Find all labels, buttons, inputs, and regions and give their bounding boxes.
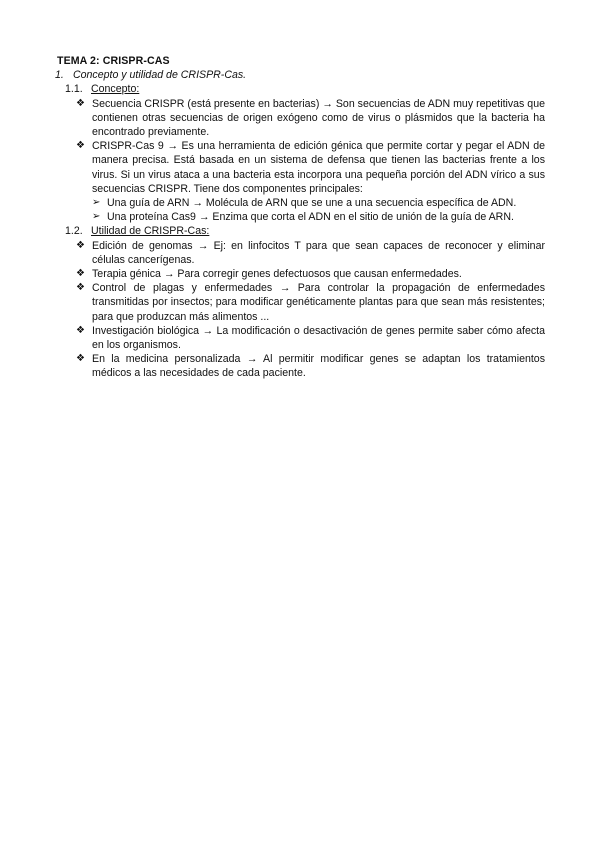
- diamond-bullet-icon: ❖: [76, 97, 85, 109]
- list-item-body: [92, 281, 545, 324]
- document-content: [55, 54, 545, 381]
- subsection-heading-utilidad: [65, 224, 545, 238]
- subsection-number: 1.1.: [65, 83, 83, 96]
- list-item: [76, 281, 545, 324]
- arrowhead-bullet-icon: ➢: [92, 197, 101, 209]
- list-item-text: Terapia génica → Para corregir genes defectuosos que causan enfermedades.: [92, 268, 462, 281]
- diamond-bullet-icon: ❖: [76, 324, 85, 336]
- document-title: TEMA 2: CRISPR-CAS: [57, 55, 170, 67]
- utilidad-list: [55, 239, 545, 381]
- list-item-text: CRISPR-Cas 9 → Es una herramienta de edición génica que permite cortar y pegar el ADN de manera precisa. Está basada en un sistema de defensa que tienen las bacterias frente a los virus. Si un virus ataca a una bacteria esta incorpora una pequeña porción del ADN vírico a sus secuencias CRISPR. Tiene dos componentes principales:: [92, 140, 545, 195]
- list-item: [76, 267, 545, 281]
- list-item: [76, 139, 545, 224]
- subsection-title: Concepto:: [91, 83, 140, 96]
- list-item-body: [92, 97, 545, 140]
- list-item-body: [92, 352, 545, 380]
- sub-list-item: [92, 210, 545, 224]
- subsection-title: Utilidad de CRISPR-Cas:: [91, 225, 210, 238]
- list-item: [76, 239, 545, 267]
- diamond-bullet-icon: ❖: [76, 239, 85, 251]
- section-title: Concepto y utilidad de CRISPR-Cas.: [73, 69, 247, 82]
- list-item-text: Investigación biológica → La modificación o desactivación de genes permite saber cómo afecta en los organismos.: [92, 324, 545, 352]
- sub-list-item: [92, 196, 545, 210]
- list-item-body: [92, 267, 545, 281]
- sub-list-item-text: Una proteína Cas9 → Enzima que corta el ADN en el sitio de unión de la guía de ARN.: [107, 211, 514, 224]
- diamond-bullet-icon: ❖: [76, 282, 85, 294]
- subsection-number: 1.2.: [65, 225, 83, 238]
- section-heading: [55, 68, 545, 82]
- list-item-body: [92, 239, 545, 267]
- list-item-text: Control de plagas y enfermedades → Para controlar la propagación de enfermedades transmitidas por insectos; para modificar genéticamente plantas para que sean más resistentes; para que produzcan más alimentos ...: [92, 282, 545, 323]
- list-item-text: En la medicina personalizada → Al permitir modificar genes se adaptan los tratamientos médicos a las necesidades de cada paciente.: [92, 353, 545, 380]
- concepto-list: [55, 97, 545, 225]
- section-number: 1.: [55, 69, 64, 82]
- list-item: [76, 97, 545, 140]
- list-item: [76, 352, 545, 380]
- diamond-bullet-icon: ❖: [76, 353, 85, 365]
- list-item-body: [92, 139, 545, 224]
- list-item-body: [92, 324, 545, 352]
- list-item-text: Secuencia CRISPR (está presente en bacterias) → Son secuencias de ADN muy repetitivas que contienen otras secuencias de origen exógeno como de virus o plásmidos que la bacteria ha encontrado previamente.: [92, 97, 545, 139]
- diamond-bullet-icon: ❖: [76, 140, 85, 152]
- list-item-text: Edición de genomas → Ej: en linfocitos T para que sean capaces de reconocer y eliminar células cancerígenas.: [92, 239, 545, 266]
- sub-list-item-text: Una guía de ARN → Molécula de ARN que se une a una secuencia específica de ADN.: [107, 197, 517, 210]
- arrowhead-bullet-icon: ➢: [92, 211, 101, 223]
- diamond-bullet-icon: ❖: [76, 268, 85, 280]
- subsection-heading-concepto: [65, 82, 545, 96]
- list-item: [76, 324, 545, 352]
